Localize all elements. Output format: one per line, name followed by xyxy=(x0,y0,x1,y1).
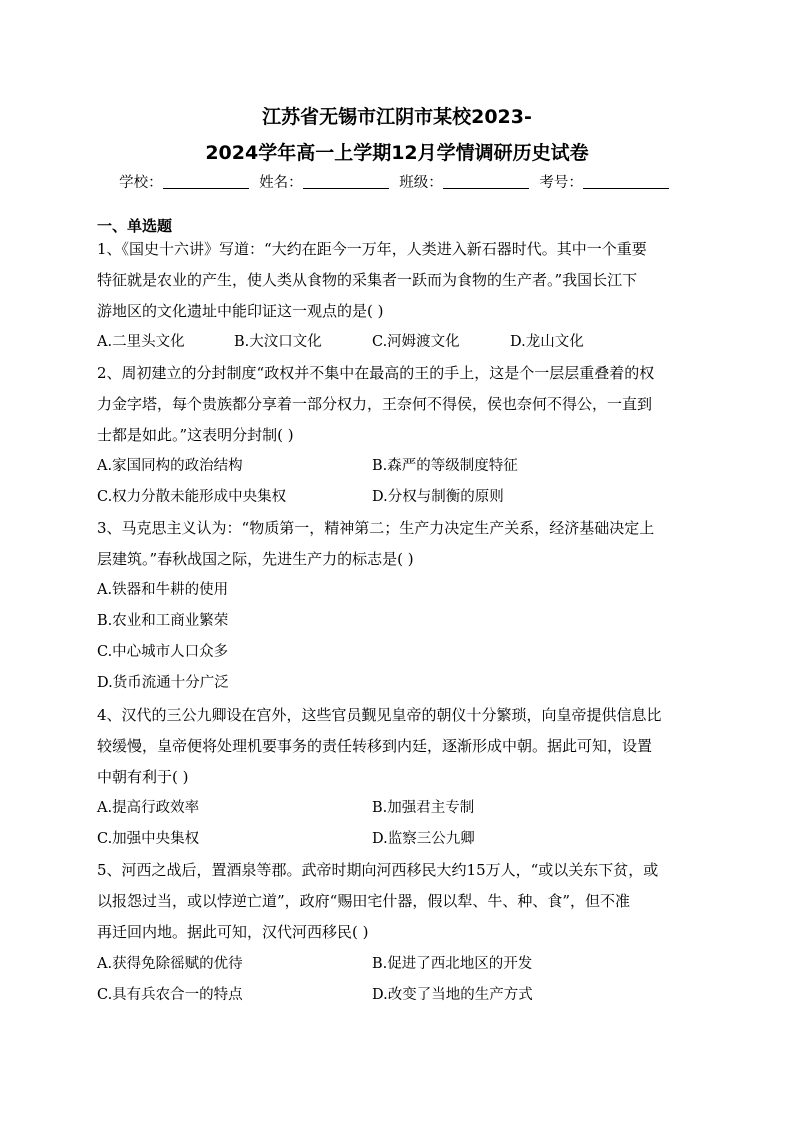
question-5-option-c[interactable]: C.具有兵农合一的特点 xyxy=(97,987,243,1003)
question-3-option-c[interactable]: C.中心城市人口众多 xyxy=(97,644,229,660)
exam-title-line1: 江苏省无锡市江阴市某校2023- xyxy=(262,106,532,128)
question-1-option-a[interactable]: A.二里头文化 xyxy=(97,334,185,350)
question-1-option-b[interactable]: B.大汶口文化 xyxy=(234,334,322,350)
question-3-option-b[interactable]: B.农业和工商业繁荣 xyxy=(97,613,229,629)
question-4-option-c[interactable]: C.加强中央集权 xyxy=(97,831,200,847)
question-2-option-a[interactable]: A.家国同构的政治结构 xyxy=(97,458,243,474)
exam-number-blank[interactable] xyxy=(583,188,669,189)
question-5-option-b[interactable]: B.促进了西北地区的开发 xyxy=(372,956,533,972)
school-label: 学校： xyxy=(119,175,163,191)
question-1-line-3: 游地区的文化遗址中能印证这一观点的是( ) xyxy=(97,302,384,320)
question-4-line-3: 中朝有利于( ) xyxy=(97,768,189,786)
question-1-option-d[interactable]: D.龙山文化 xyxy=(510,334,584,350)
question-5-line-3: 再迁回内地。据此可知，汉代河西移民( ) xyxy=(97,923,369,941)
question-3-line-1: 3、马克思主义认为：“物质第一，精神第二；生产力决定生产关系，经济基础决定上 xyxy=(97,519,655,537)
question-5-option-d[interactable]: D.改变了当地的生产方式 xyxy=(372,987,533,1003)
question-3-line-2: 层建筑。”春秋战国之际，先进生产力的标志是( ) xyxy=(97,550,414,568)
question-4-line-2: 较缓慢，皇帝便将处理机要事务的责任转移到内廷，逐渐形成中朝。据此可知，设置 xyxy=(97,737,653,755)
question-2-option-d[interactable]: D.分权与制衡的原则 xyxy=(372,489,504,505)
question-1-line-1: 1、《国史十六讲》写道：“大约在距今一万年，人类进入新石器时代。其中一个重要 xyxy=(97,240,647,258)
class-blank[interactable] xyxy=(443,188,529,189)
question-4-option-b[interactable]: B.加强君主专制 xyxy=(372,800,475,816)
question-5-option-a[interactable]: A.获得免除徭赋的优待 xyxy=(97,956,243,972)
question-4-line-1: 4、汉代的三公九卿设在宫外，这些官员觐见皇帝的朝仪十分繁琐，向皇帝提供信息比 xyxy=(97,706,662,724)
question-1-line-2: 特征就是农业的产生，使人类从食物的采集者一跃而为食物的生产者。”我国长江下 xyxy=(97,271,638,289)
question-3-option-d[interactable]: D.货币流通十分广泛 xyxy=(97,675,229,691)
exam-title-line2: 2024学年高一上学期12月学情调研历史试卷 xyxy=(205,142,589,164)
question-2-line-2: 力金字塔，每个贵族都分享着一部分权力，王奈何不得侯，侯也奈何不得公，一直到 xyxy=(97,395,653,413)
school-blank[interactable] xyxy=(163,188,249,189)
question-4-option-d[interactable]: D.监察三公九卿 xyxy=(372,831,475,847)
question-2-line-1: 2、周初建立的分封制度“政权并不集中在最高的王的手上，这是个一层层重叠着的权 xyxy=(97,364,655,382)
exam-number-label: 考号： xyxy=(539,175,583,191)
question-4-option-a[interactable]: A.提高行政效率 xyxy=(97,800,200,816)
question-1-option-c[interactable]: C.河姆渡文化 xyxy=(372,334,460,350)
name-blank[interactable] xyxy=(303,188,389,189)
class-label: 班级： xyxy=(399,175,443,191)
section-title: 一、单选题 xyxy=(97,217,173,235)
question-2-option-c[interactable]: C.权力分散未能形成中央集权 xyxy=(97,489,287,505)
question-5-line-2: 以报怨过当，或以悖逆亡道”，政府“赐田宅什器，假以犁、牛、种、食”，但不准 xyxy=(97,892,631,910)
question-2-line-3: 士都是如此。”这表明分封制( ) xyxy=(97,426,294,444)
question-3-option-a[interactable]: A.铁器和牛耕的使用 xyxy=(97,582,229,598)
question-5-line-1: 5、河西之战后，置酒泉等郡。武帝时期向河西移民大约15万人，“或以关东下贫，或 xyxy=(97,861,659,879)
name-label: 姓名： xyxy=(259,175,303,191)
question-2-option-b[interactable]: B.森严的等级制度特征 xyxy=(372,458,518,474)
student-info-row xyxy=(0,171,794,192)
